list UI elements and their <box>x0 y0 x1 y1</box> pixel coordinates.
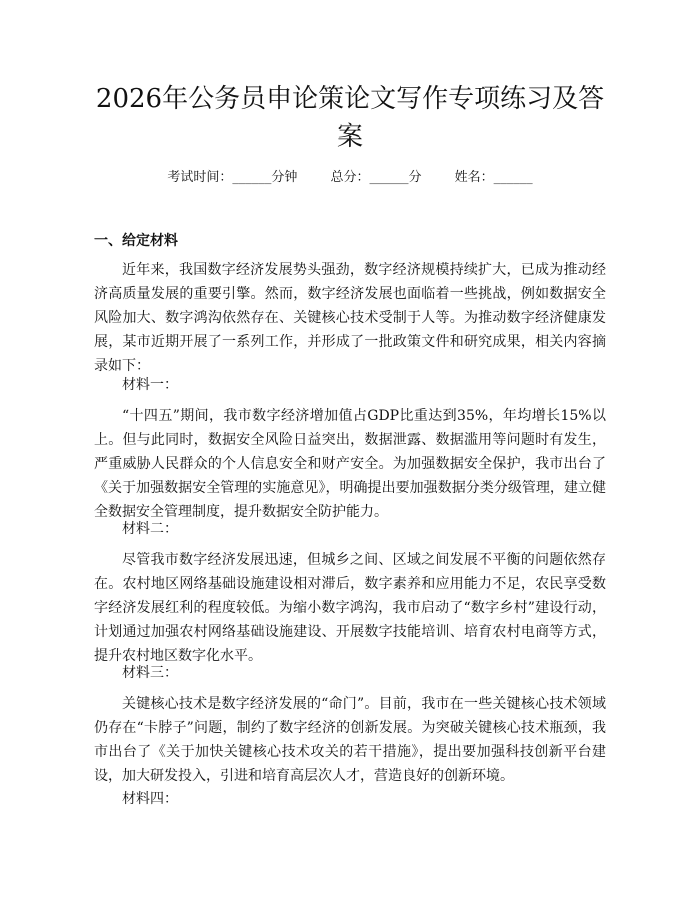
exam-time-field: 考试时间：______分钟 <box>167 170 298 185</box>
page-title: 2026年公务员申论策论文写作专项练习及答案 <box>95 84 605 152</box>
material-4-label: 材料四： <box>122 791 178 807</box>
section-heading: 一、给定材料 <box>94 233 178 249</box>
intro-paragraph: 近年来，我国数字经济发展势头强劲，数字经济规模持续扩大，已成为推动经济高质量发展的重要引擎。然而，数字经济发展也面临着一些挑战，例如数据安全风险加大、数字鸿沟依然存在、关键核心技术受制于人等。为推动数字经济健康发展，某市近期开展了一系列工作，并形成了一批政策文件和研究成果，相关内容摘录如下： <box>94 262 606 374</box>
material-2-text: 尽管我市数字经济发展迅速，但城乡之间、区域之间发展不平衡的问题依然存在。农村地区网络基础设施建设相对滞后，数字素养和应用能力不足，农民享受数字经济发展红利的程度较低。为缩小数字鸿沟，我市启动了“数字乡村”建设行动，计划通过加强农村网络基础设施建设、开展数字技能培训、培育农村电商等方式，提升农村地区数字化水平。 <box>94 552 606 664</box>
exam-meta <box>0 168 700 188</box>
material-3-label: 材料三： <box>122 665 178 681</box>
material-1-text: “十四五”期间，我市数字经济增加值占GDP比重达到35%，年均增长15%以上。但与此同时，数据安全风险日益突出，数据泄露、数据滥用等问题时有发生，严重威胁人民群众的个人信息安全和财产安全。为加强数据安全保护，我市出台了《关于加强数据安全管理的实施意见》，明确提出要加强数据分类分级管理，建立健全数据安全管理制度，提升数据安全防护能力。 <box>94 408 606 520</box>
total-score-field: 总分：______分 <box>330 170 422 185</box>
name-field: 姓名：______ <box>454 170 533 185</box>
material-1-label: 材料一： <box>122 377 178 393</box>
material-2-label: 材料二： <box>122 521 178 537</box>
material-3-text: 关键核心技术是数字经济发展的“命门”。目前，我市在一些关键核心技术领域仍存在“卡脖子”问题，制约了数字经济的创新发展。为突破关键核心技术瓶颈，我市出台了《关于加快关键核心技术攻关的若干措施》，提出要加强科技创新平台建设，加大研发投入，引进和培育高层次人才，营造良好的创新环境。 <box>94 696 606 784</box>
